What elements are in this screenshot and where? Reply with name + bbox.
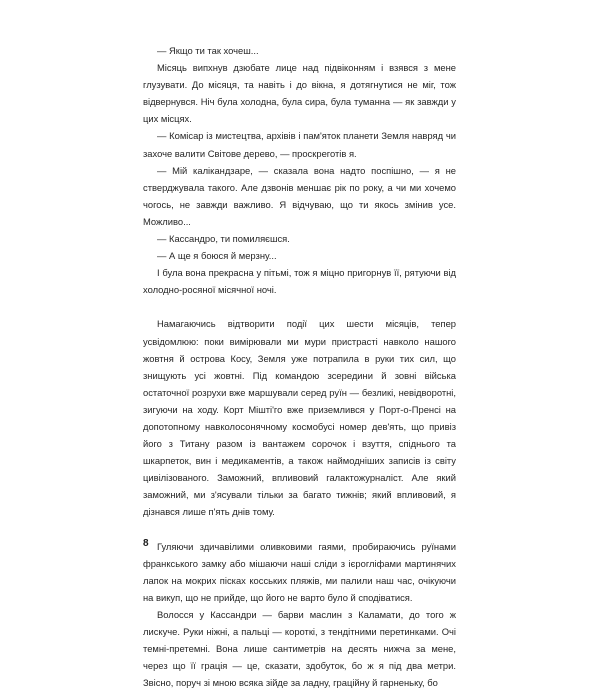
paragraph: Волосся у Кассандри — барви маслин з Каламати, до того ж лискуче. Руки ніжні, а пальці — короткі, з тендітними перетинками. Очі темні-претемні. Вона лише сантиметрів на десять нижча за мене, через що її грація — це, сказати, здобуток, бо ж я під два метри. Звісно, поруч зі мною всяка зійде за ладну, граційну й гарненьку, бо	[143, 608, 456, 689]
section-gap	[143, 521, 456, 538]
paragraph: — Кассандро, ти помиляєшся.	[157, 233, 290, 245]
section-gap	[143, 298, 456, 315]
page-number: 8	[143, 538, 149, 549]
paragraph: — Комісар із мистецтва, архівів і пам'яток планети Земля навряд чи захоче валити Світове дерево, — проскреготів я.	[143, 130, 456, 159]
body-text	[143, 42, 456, 691]
paragraph: Намагаючись відтворити події цих шести місяців, тепер усвідомлюю: поки вимірювали ми мури пристрасті навколо нашого жовтня й острова Косу, Земля уже потрапила в руки тих сил, що знищують усі жовтні. Під командою зсередини й зовні війська остаточної розрухи вже маршували серед руїн — безликі, невідворотні, зигуючи на ходу. Корт Мішті'го вже приземлився у Порт-о-Пренсі на допотопному навколосонячному космобусі номер дев'ять, що привіз його з Титану разом із вантажем сорочок і взуття, спіднього та шкарпеток, вин і медикаментів, а також наймодніших записів із світу цивілізованого. Заможний, впливовий галактожурналіст. Але який заможний, ми з'ясували тільки за багато тижнів; який впливовий, я дізнався лише п'ять днів тому.	[143, 318, 456, 518]
paragraph: — А ще я боюся й мерзну...	[157, 250, 277, 262]
paragraph: — Мій калікандзаре, — сказала вона надто поспішно, — я не стверджувала такого. Але дзвонів меншає рік по року, а чи ми хочемо чогось, не завжди важливо. Я відчуваю, що ти якось змінив усе. Можливо...	[143, 164, 456, 227]
paragraph: Гуляючи здичавілими оливковими гаями, пробираючись руїнами франкського замку або мішаючи наші сліди з ієрогліфами мартинячих лапок на мокрих пісках косських пляжів, ми палили наш час, очікуючи на викуп, що не прийде, що його не варто було й сподіватися.	[143, 540, 456, 603]
paragraph: — Якщо ти так хочеш...	[157, 45, 259, 56]
paragraph: І була вона прекрасна у пітьмі, тож я міцно пригорнув її, рятуючи від холодно-росяної місячної ночі.	[143, 267, 456, 296]
paragraph: Місяць випхнув дзюбате лице над підвіконням і взявся з мене глузувати. До місяця, та навіть і до вікна, я дотягнутися не міг, тож відвернувся. Ніч була холодна, була сира, була туманна — як завжди у цих місцях.	[143, 62, 456, 125]
